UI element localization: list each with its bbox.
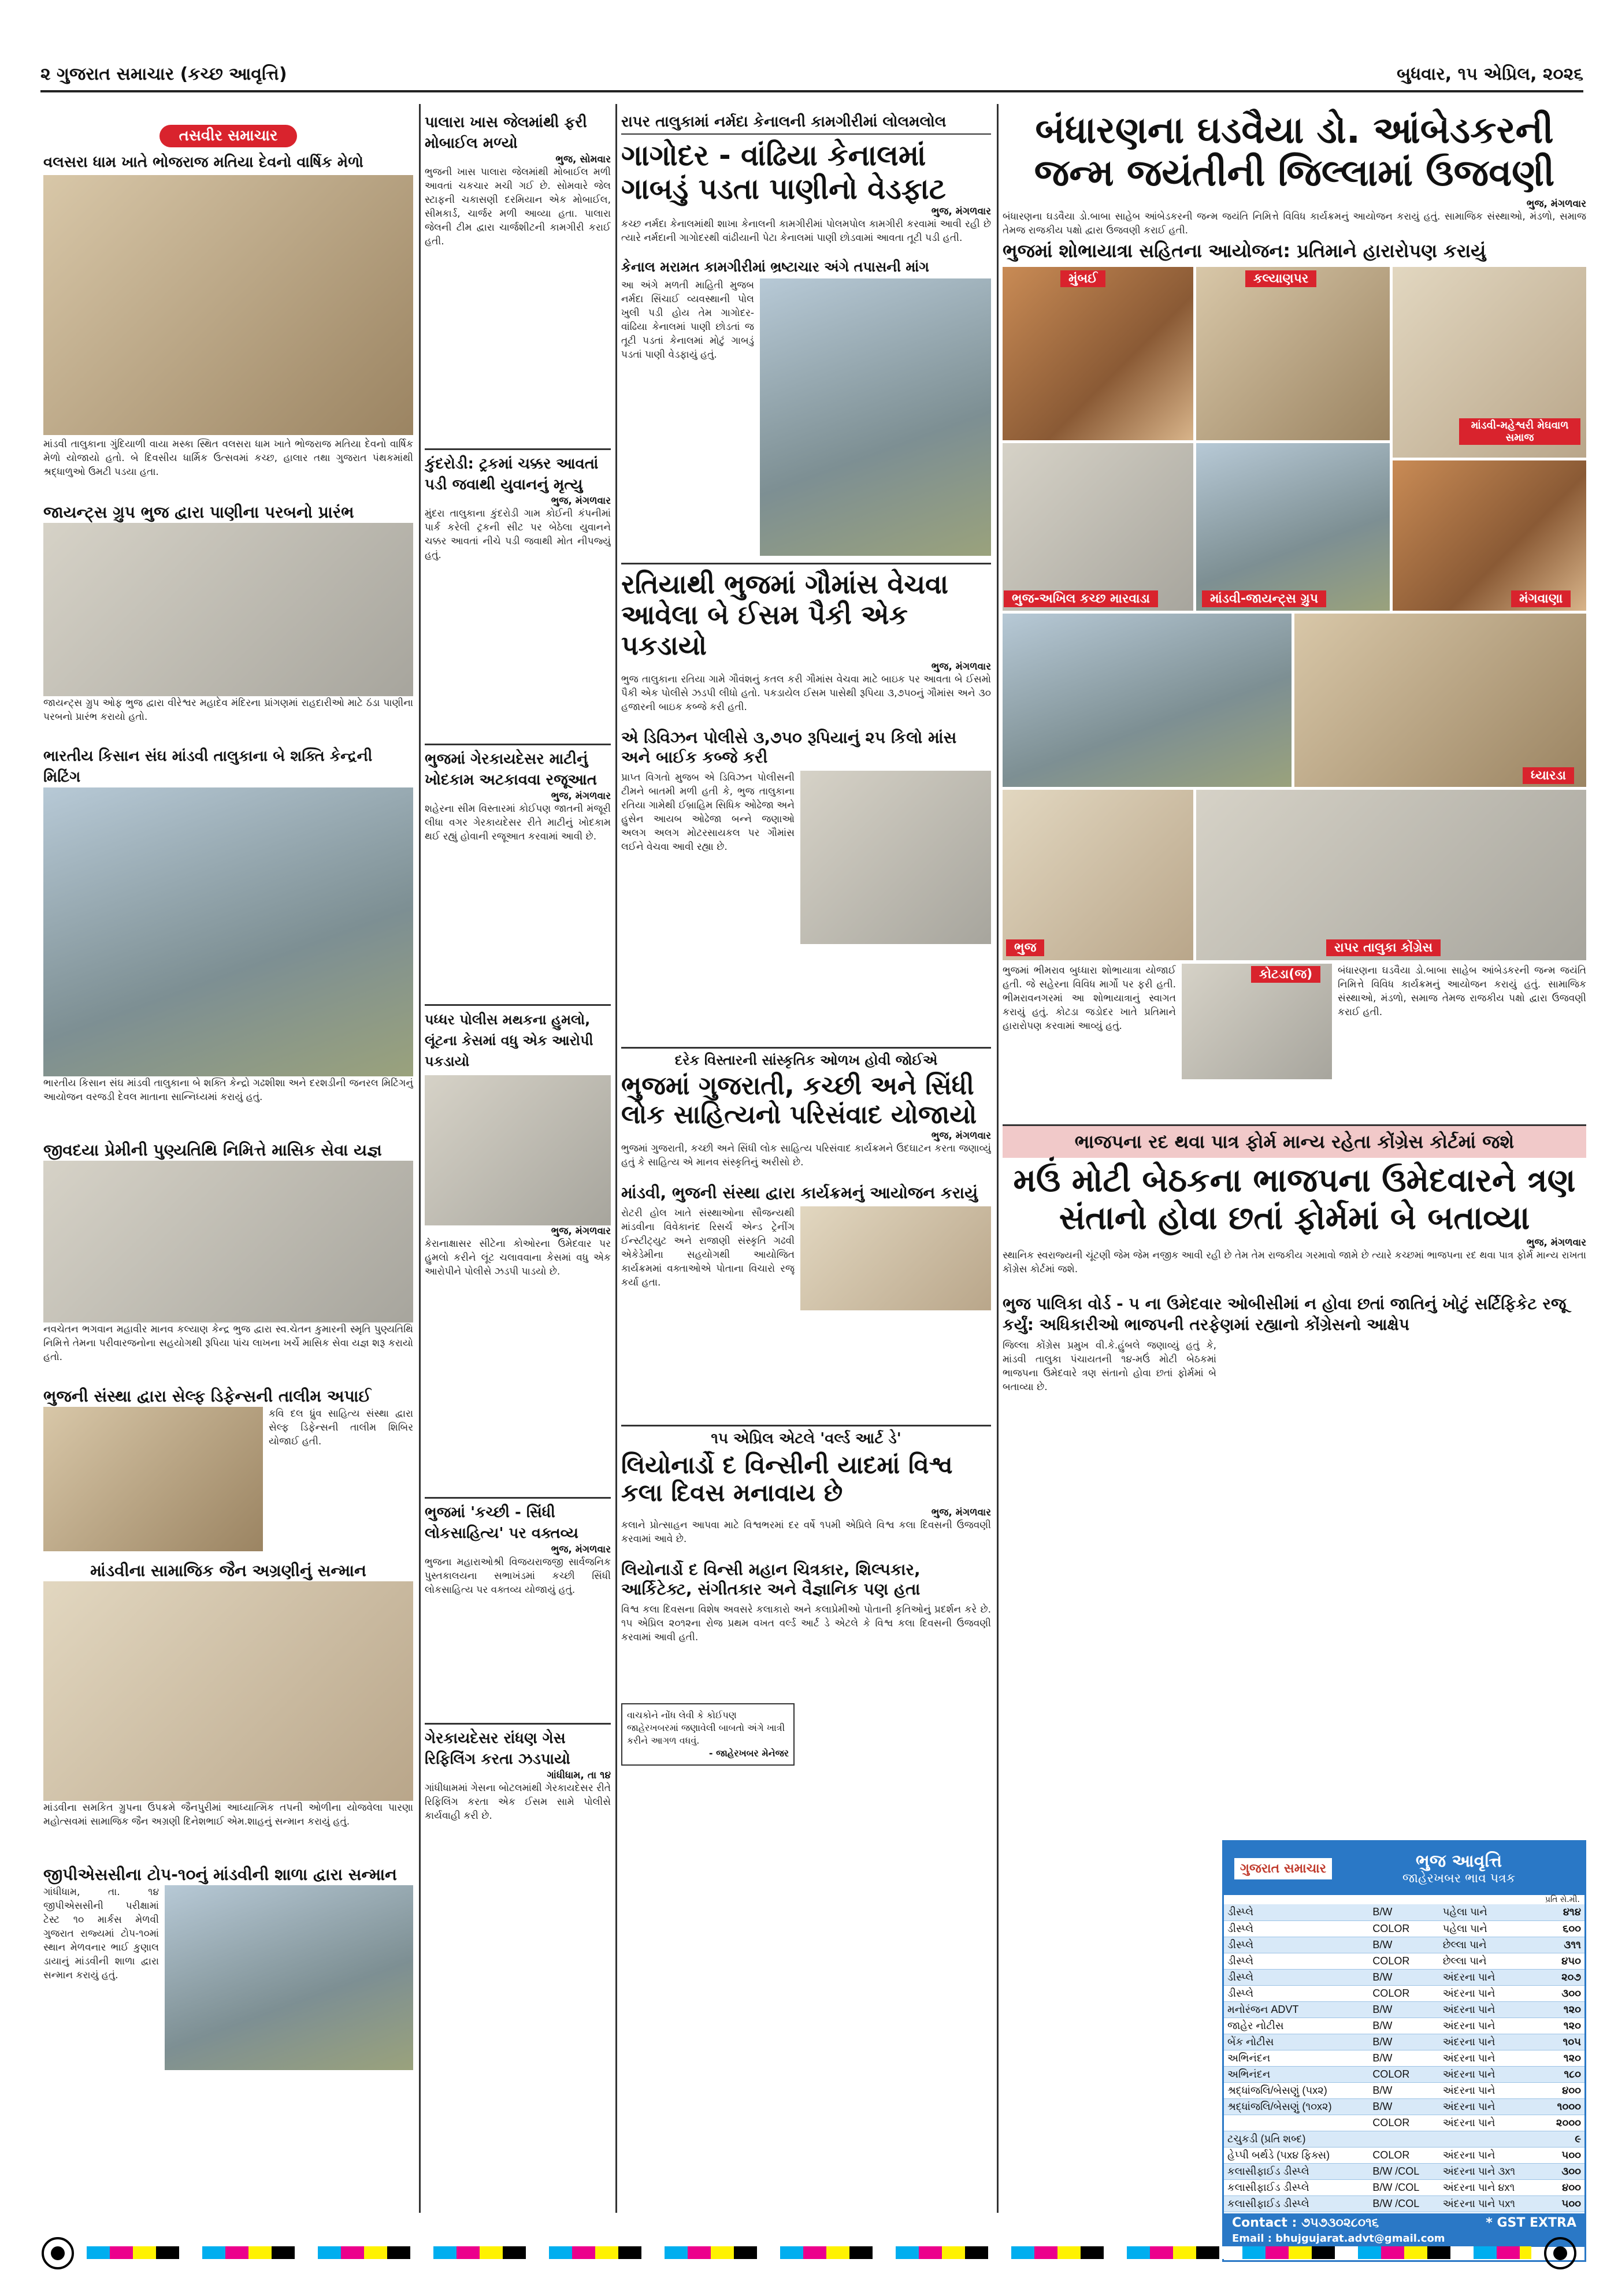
rate-price: ૩૧૧ bbox=[1543, 1937, 1584, 1953]
column-main-center bbox=[621, 104, 991, 2213]
photo-label: માંડવી-જાયન્ટ્સ ગ્રુપ bbox=[1202, 590, 1326, 607]
gst-note: * GST EXTRA bbox=[1486, 2215, 1576, 2230]
story-body: રોટરી હોલ ખાતે સંસ્થાઓના સૌજન્યથી માંડવીના વિવેકાનંદ રિસર્ચ એન્ડ ટ્રેનીંગ ઈન્સ્ટીટ્યુટ અને રાજાણી સંસ્કૃતિ ગઢવી એકેડેમીના સહયોગથી આયોજિત કાર્યક્રમમાં વક્તાઓએ પોતાના વિચારો રજૂ કર્યા હતા. bbox=[621, 1207, 795, 1288]
rate-price: ૩૦૦ bbox=[1543, 2163, 1584, 2179]
rate-mode: B/W bbox=[1369, 1904, 1439, 1920]
rate-row bbox=[1224, 2066, 1584, 2082]
story-headline: ભુજમાં 'કચ્છી - સિંધી લોકસાહિત્ય' પર વક્તવ્ય bbox=[425, 1497, 611, 1544]
photo-bhuj-marwada bbox=[1003, 443, 1193, 611]
headline-canal: ગાગોદર - વાંઢિયા કેનાલમાં ગાબડું પડતા પાણીનો વેડફાટ bbox=[621, 139, 946, 206]
dateline: ભુજ, મંગળવાર bbox=[1526, 198, 1586, 210]
rate-mode: B/W bbox=[1369, 2018, 1439, 2034]
rate-mode: B/W bbox=[1369, 1969, 1439, 1985]
rate-type: હેપ્પી બર્થડે (૫x૪ ફિક્સ) bbox=[1224, 2147, 1369, 2163]
story-body: નવચેતન ભગવાન મહાવીર માનવ કલ્યાણ કેન્દ્ર ભુજ દ્વારા સ્વ.ચેતન કુમારની સ્મૃતિ પુણ્યતિથિ નિમિત્તે તેમના પરીવારજનોના સહયોગથી રૂપિયા પાંચ લાખના ખર્ચે માસિક સેવા યજ્ઞ શરૂ કરાયો હતો. bbox=[43, 1324, 413, 1363]
rate-page: અંદરના પાને bbox=[1439, 2115, 1543, 2131]
rate-table bbox=[1224, 1904, 1584, 2212]
rate-price: ૪૦૦ bbox=[1543, 2179, 1584, 2195]
sub-headline: ભુજ પાલિકા વોર્ડ - ૫ ના ઉમેદવાર ઓબીસીમાં ન હોવા છતાં જાતિનું ખોટું સર્ટિફિકેટ રજૂ કર્યું: અધિકારીઓ ભાજપની તરફેણમાં રહ્યાનો કોંગ્રેસનો આક્ષેપ bbox=[1003, 1294, 1567, 1334]
photo-gpsc-honour bbox=[165, 1885, 413, 2070]
ad-rate-card bbox=[1222, 1840, 1586, 2262]
story-block bbox=[621, 1206, 991, 1420]
column-briefs bbox=[425, 104, 611, 2213]
rate-type: શ્રદ્ધાંજલિ/બેસણું (૫x૨) bbox=[1224, 2082, 1369, 2098]
story-lead: કલાને પ્રોત્સાહન આપવા માટે વિશ્વભરમાં દર વર્ષે ૧૫મી એપ્રિલે વિશ્વ કલા દિવસની ઉજવણી કરવામાં આવે છે. bbox=[621, 1519, 991, 1545]
story-body: આ અંગે મળતી માહિતી મુજબ નર્મદા સિંચાઈ વ્યવસ્થાની પોલ ખુલી પડી હોય તેમ ગાગોદર-વાંઢિયા કેનાલમાં પાણી છોડતાં જ તૂટી પડતાં કેનાલમાં મોટું ગાબડું પડતાં પાણી વેડફાયું હતું. bbox=[621, 280, 754, 361]
sub-headline: એ ડિવિઝન પોલીસે ૩,૭૫૦ રૂપિયાનું ૨૫ કિલો માંસ અને બાઈક કબ્જે કરી bbox=[621, 727, 957, 767]
rate-page: અંદરના પાને bbox=[1439, 2098, 1543, 2115]
rate-price: ૪૦૦ bbox=[1543, 2082, 1584, 2098]
rate-type: મનોરંજન ADVT bbox=[1224, 2001, 1369, 2018]
rate-mode: COLOR bbox=[1369, 2115, 1439, 2131]
rate-mode bbox=[1369, 2131, 1439, 2147]
photo-arrested-accused bbox=[425, 1075, 611, 1225]
story-body: બંધારણના ઘડવૈયા ડો.બાબા સાહેબ આંબેડકરની જન્મ જયંતિ નિમિત્તે વિવિધ કાર્યક્રમનું આયોજન કરાયું હતું. સામાજિક સંસ્થાઓ, મંડળો, સમાજ તેમજ રાજકીય પક્ષો દ્વારા ઉજવણી કરાઈ હતી. bbox=[1338, 965, 1586, 1019]
rate-row bbox=[1224, 2163, 1584, 2179]
rate-row bbox=[1224, 2018, 1584, 2034]
story-lead: ભુજ તાલુકાના રતિયા ગામે ગૌવંશનું કતલ કરી ગૌમાંસ વેચવા માટે બાઇક પર આવતા બે ઈસમો પૈકી એક પોલીસે ઝડપી લીધો હતો. પકડાયેલ ઈસમ પાસેથી રૂપિયા ૩,૭૫૦નું ગૌમાંસ અને ૩૦ હજારની બાઇક કબ્જે કરી હતી. bbox=[621, 673, 991, 713]
story-body: મુંદરા તાલુકાના કુંદરોડી ગામ કોઈની કંપનીમાં પાર્ક કરેલી ટ્રકની સીટ પર બેઠેલા યુવાનને ચક્કર આવતાં નીચે પડી જવાથી મોત નીપજ્યું હતું. bbox=[425, 508, 611, 561]
photo-jain-honour bbox=[43, 1581, 413, 1801]
rate-page: અંદરના પાને bbox=[1439, 2066, 1543, 2082]
story-body: કવિ દલ ધ્રુંવ સાહિત્ય સંસ્થા દ્વારા સેલ્ફ ડિફેન્સની તાલીમ શિબિર યોજાઈ હતી. bbox=[269, 1408, 413, 1447]
rate-row bbox=[1224, 2050, 1584, 2066]
photo-mumbai bbox=[1003, 267, 1193, 440]
story-body: જિલ્લા કોંગ્રેસ પ્રમુખ વી.કે.હુંબલે જણાવ્યું હતું કે, માંડવી તાલુકા પંચાયતની ૧૪-મઉં મોટી બેઠકમાં ભાજપના ઉમેદવારે ત્રણ સંતાનો હોવા છતાં ફોર્મમાં બે બતાવ્યા છે. bbox=[1003, 1339, 1216, 1393]
story-headline: જીવદયા પ્રેમીની પુણ્યતિથિ નિમિત્તે માસિક સેવા યજ્ઞ bbox=[43, 1140, 382, 1160]
dateline: ભુજ, મંગળવાર bbox=[551, 495, 611, 507]
photo-self-defence bbox=[43, 1407, 263, 1551]
headline-art-day: લિયોનાર્ડો દ વિન્સીની યાદમાં વિશ્વ કલા દિવસ મનાવાય છે bbox=[621, 1450, 953, 1507]
sub-headline: માંડવી, ભુજની સંસ્થા દ્વારા કાર્યક્રમનું આયોજન કરાયું bbox=[621, 1183, 978, 1202]
story-body: જાયન્ટ્સ ગ્રુપ ઓફ ભુજ દ્વારા વીરેશ્વર મહાદેવ મંદિરના પ્રાંગણમાં રાહદારીઓ માટે ઠંડા પાણીના પરબનો પ્રારંભ કરાયો હતો. bbox=[43, 697, 413, 723]
section-header bbox=[43, 125, 413, 147]
headline-literature: ભુજમાં ગુજરાતી, કચ્છી અને સિંધી લોક સાહિત્યનો પરિસંવાદ યોજાયો bbox=[621, 1071, 977, 1130]
rate-type: ડીસ્પ્લે bbox=[1224, 1969, 1369, 1985]
dateline: ભુજ, મંગળવાર bbox=[931, 660, 991, 673]
rate-mode: B/W bbox=[1369, 2098, 1439, 2115]
rate-price: ૪૫૦ bbox=[1543, 1953, 1584, 1969]
photo-canal-breach bbox=[760, 278, 991, 556]
rate-row bbox=[1224, 2098, 1584, 2115]
story-body: કેરાનાક્ષાસર સીટેના કોઓરના ઉમેદવાર પર હુમલો કરીને લૂંટ ચલાવવાના કેસમાં વધુ એક આરોપીને પોલીસે ઝડપી પાડયો છે. bbox=[425, 1238, 611, 1277]
rate-page: અંદરના પાને ૪x૧ bbox=[1439, 2179, 1543, 2195]
rate-mode: COLOR bbox=[1369, 2147, 1439, 2163]
rate-type: ડીસ્પ્લે bbox=[1224, 1937, 1369, 1953]
dateline: ભુજ, મંગળવાર bbox=[931, 206, 991, 217]
dateline: ભુજ, મંગળવાર bbox=[1526, 1236, 1586, 1249]
rate-type: કલાસીફાઈડ ડીસ્પ્લે bbox=[1224, 2195, 1369, 2212]
story-headline: કુંદરોડી: ટ્રકમાં ચક્કર આવતાં પડી જવાથી યુવાનનું મૃત્યુ bbox=[425, 448, 611, 495]
rate-price: ૫૦૦ bbox=[1543, 2195, 1584, 2212]
notice-text: વાચકોને નોંધ લેવી કે કોઈપણ જાહેરખબરમાં જણાવેલી બાબતો અંગે ખાત્રી કરીને આગળ વધવું. bbox=[627, 1710, 785, 1747]
rate-mode: COLOR bbox=[1369, 1920, 1439, 1937]
rate-card-unit: પ્રતિ સે.મી. bbox=[1545, 1895, 1580, 1904]
photo-label: કોટડા(જ) bbox=[1251, 966, 1320, 983]
rate-row bbox=[1224, 2147, 1584, 2163]
rate-row bbox=[1224, 2195, 1584, 2212]
rate-card-titles bbox=[1344, 1851, 1574, 1886]
rate-card-logo: ગુજરાત સમાચાર bbox=[1234, 1858, 1332, 1879]
rate-page: અંદરના પાને bbox=[1439, 1969, 1543, 1985]
rate-price: ૬૦૦ bbox=[1543, 1920, 1584, 1937]
rate-row bbox=[1224, 1969, 1584, 1985]
rate-type: શ્રદ્ધાંજલિ/બેસણું (૧૦x૨) bbox=[1224, 2098, 1369, 2115]
rate-type: કલાસીફાઈડ ડીસ્પ્લે bbox=[1224, 2179, 1369, 2195]
rate-row bbox=[1224, 2115, 1584, 2131]
issue-date: બુધવાર, ૧૫ એપ્રિલ, ૨૦૨૬ bbox=[1397, 64, 1583, 84]
rate-page: અંદરના પાને bbox=[1439, 2018, 1543, 2034]
rate-page: અંદરના પાને bbox=[1439, 2050, 1543, 2066]
reader-notice bbox=[621, 1703, 795, 1766]
rate-mode: B/W /COL bbox=[1369, 2163, 1439, 2179]
rate-mode: B/W bbox=[1369, 2001, 1439, 2018]
contact-email: Email : bhujgujarat.advt@gmail.com bbox=[1224, 2232, 1584, 2247]
story-headline: ભુજની સંસ્થા દ્વારા સેલ્ફ ડિફેન્સની તાલીમ અપાઈ bbox=[43, 1387, 372, 1406]
story-body: પ્રાપ્ત વિગતો મુજબ એ ડિવિઝન પોલીસની ટીમને બાતમી મળી હતી કે, ભુજ તાલુકાના રતિયા ગામેથી ઈબ્રાહિમ સિધિક ઓઢેજા અને હુસેન આયબ ઓઢેજા બન્ને જણાઓ અલગ અલગ મોટરસાયકલ પર ગૌમાંસ લઈને વેચવા આવી રહ્યા છે. bbox=[621, 771, 795, 853]
rate-row bbox=[1224, 2131, 1584, 2147]
rate-mode: B/W bbox=[1369, 2034, 1439, 2050]
rate-page: અંદરના પાને bbox=[1439, 2001, 1543, 2018]
registration-mark bbox=[1543, 2236, 1578, 2271]
rate-page: અંદરના પાને ૫x૧ bbox=[1439, 2195, 1543, 2212]
rate-price: ૧૦૦૦ bbox=[1543, 2098, 1584, 2115]
rate-mode: COLOR bbox=[1369, 2066, 1439, 2082]
photo-label: ધ્યારડા bbox=[1523, 767, 1574, 784]
photo-rally-1 bbox=[1003, 614, 1292, 787]
story-lead: કચ્છ નર્મદા કેનાલમાંથી શાખા કેનાલની કામગીરીમાં પોલમપોલ કામગીરી કરવામાં આવી રહી છે ત્યારે નર્મદાની ગાગોદરથી વાંઢીયાની પેટા કેનાલમાં પાણી છોડવામાં આવતા તૂટી પડી હતી. bbox=[621, 218, 991, 244]
rate-price: ૫૦૦ bbox=[1543, 2147, 1584, 2163]
registration-mark bbox=[40, 2236, 75, 2271]
photo-label: માંડવી-મહેશ્વરી મેઘવાળ સમાજ bbox=[1459, 418, 1580, 445]
story-headline: જીપીએસસીના ટોપ-૧૦નું માંડવીની શાળા દ્વારા સન્માન bbox=[43, 1865, 397, 1884]
rate-mode: COLOR bbox=[1369, 1985, 1439, 2001]
rate-price: ૨૦૭ bbox=[1543, 1969, 1584, 1985]
headline-ambedkar: બંધારણના ઘડવૈયા ડો. આંબેડકરની જન્મ જયંતીની જિલ્લામાં ઉજવણી bbox=[1034, 109, 1555, 195]
rate-card-header bbox=[1224, 1842, 1584, 1895]
dateline: ભુજ, મંગળવાર bbox=[551, 790, 611, 802]
story-body: ભુજના મહારાઓશ્રી વિજયરાજજી સાર્વજનિક પુસ્તકાલયના સભાખંડમાં કચ્છી સિંધી લોકસાહિત્ય પર વક્તવ્ય યોજાયું હતું. bbox=[425, 1556, 611, 1596]
masthead: ૨ ગુજરાત સમાચાર (કચ્છ આવૃત્તિ) bbox=[40, 64, 287, 84]
rate-price: ૧૮૦ bbox=[1543, 2066, 1584, 2082]
story-block bbox=[621, 771, 991, 1042]
photo-kotda-frame bbox=[1182, 964, 1332, 1079]
rate-row bbox=[1224, 2082, 1584, 2098]
rate-row bbox=[1224, 1985, 1584, 2001]
story-lead: બંધારણના ઘડવૈયા ડો.બાબા સાહેબ આંબેડકરની જન્મ જયંતિ નિમિત્તે વિવિધ કાર્યક્રમનું આયોજન કરાયું હતું. સામાજિક સંસ્થાઓ, મંડળો, સમાજ તેમજ રાજકીય પક્ષો દ્વારા ઉજવણી કરાઈ હતી. bbox=[1003, 211, 1586, 237]
rate-page bbox=[1439, 2131, 1543, 2147]
rate-type: ડીસ્પ્લે bbox=[1224, 1985, 1369, 2001]
story-body: ગાંધીધામ, તા. ૧૪ જીપીએસસીની પરીક્ષામાં ટેસ્ટ ૧૦ માર્કસ મેળવી ગુજરાત રાજ્યમાં ટોપ-૧૦માં સ્થાન મેળવનાર ભાઈ કુણાલ ડાયાનું માંડવીની શાળા દ્વારા સન્માન કરાયું હતું. bbox=[43, 1886, 159, 1981]
photo-literature-event bbox=[800, 1206, 991, 1310]
rate-page: અંદરના પાને ૩x૧ bbox=[1439, 2163, 1543, 2179]
story-block bbox=[621, 278, 991, 556]
story-headline: ગેરકાયદેસર રાંધણ ગેસ રિફિલિંગ કરતા ઝડપાયો bbox=[425, 1723, 611, 1770]
dateline: ગાંધીધામ, તા ૧૪ bbox=[547, 1770, 611, 1781]
story-headline: જાયન્ટ્સ ગ્રુપ ભુજ દ્વારા પાણીના પરબનો પ્રારંભ bbox=[43, 503, 354, 522]
column-rule bbox=[997, 104, 999, 2213]
photo-bhuj-statue bbox=[1003, 790, 1193, 960]
rate-page: અંદરના પાને bbox=[1439, 2082, 1543, 2098]
rate-type bbox=[1224, 2115, 1369, 2131]
story-headline: પધ્ધર પોલીસ મથકના હુમલો, લૂંટના કેસમાં વધુ એક આરોપી પકડાયો bbox=[425, 1004, 611, 1072]
rate-row bbox=[1224, 2179, 1584, 2195]
story-body: વિશ્વ કલા દિવસના વિશેષ અવસરે કલાકારો અને કલાપ્રેમીઓ પોતાની કૃતિઓનું પ્રદર્શન કરે છે. ૧૫ એપ્રિલ ૨૦૧૨ના રોજ પ્રથમ વખત વર્લ્ડ આર્ટ ડે એટલે કે વિશ્વ કલા દિવસની ઉજવણી કરવામાં આવી હતી. bbox=[621, 1604, 991, 1644]
rate-type: જાહેર નોટીસ bbox=[1224, 2018, 1369, 2034]
photo-label: રાપર તાલુકા કોંગ્રેસ bbox=[1326, 939, 1441, 956]
story-headline: માંડવીના સામાજિક જૈન અગ્રણીનું સન્માન bbox=[90, 1561, 366, 1580]
rate-type: કલાસીફાઈડ ડીસ્પ્લે bbox=[1224, 2163, 1369, 2179]
rate-price: ૧૨૦ bbox=[1543, 2001, 1584, 2018]
dateline: ભુજ, સોમવાર bbox=[555, 154, 611, 165]
rate-mode: COLOR bbox=[1369, 1953, 1439, 1969]
sub-headline: લિયોનાર્ડો દ વિન્સી મહાન ચિત્રકાર, શિલ્પકાર, આર્કિટેક્ટ, સંગીતકાર અને વૈજ્ઞાનિક પણ હતા bbox=[621, 1560, 921, 1599]
rate-page: છેલ્લા પાને bbox=[1439, 1953, 1543, 1969]
story-body: શહેરના સીમ વિસ્તારમાં કોઈપણ જાતની મંજૂરી લીધા વગર ગેરકાયદેસર રીતે માટીનું ખોદકામ થઈ રહ્યું હોવાની રજૂઆત કરવામાં આવી છે. bbox=[425, 803, 611, 842]
rate-mode: B/W bbox=[1369, 2082, 1439, 2098]
rate-page: અંદરના પાને bbox=[1439, 1985, 1543, 2001]
rate-type: ડીસ્પ્લે bbox=[1224, 1920, 1369, 1937]
kicker: રાપર તાલુકામાં નર્મદા કેનાલની કામગીરીમાં લોલમલોલ bbox=[621, 113, 991, 135]
kicker-congress: ભાજપના રદ થવા પાત્ર ફોર્મ માન્ય રહેતા કોંગ્રેસ કોર્ટમાં જશે bbox=[1003, 1124, 1586, 1158]
story-headline: ભુજમાં ગેરકાયદેસર માટીનું ખોદકામ અટકાવવા રજૂઆત bbox=[425, 744, 611, 790]
rate-page: છેલ્લા પાને bbox=[1439, 1937, 1543, 1953]
story-body: માંડવી તાલુકાના ગુંદિયાળી વાયા મસ્કા સ્થિત વલસરા ધામ ખાતે ભોજરાજ મતિયા દેવનો વાર્ષિક મેળો યોજાયો હતો. બે દિવસીય ધાર્મિક ઉત્સવમાં કચ્છ, હાલાર તથા ગુજરાત પંથકમાંથી શ્રદ્ધાળુઓ ઉમટી પડયા હતા. bbox=[43, 439, 413, 478]
headline-beef: રતિયાથી ભુજમાં ગૌમાંસ વેચવા આવેલા બે ઈસમ પૈકી એક પકડાયો bbox=[621, 563, 991, 661]
photo-label: મુંબઈ bbox=[1060, 270, 1105, 287]
story-headline: વલસરા ધામ ખાતે ભોજરાજ મતિયા દેવનો વાર્ષિક મેળો bbox=[43, 154, 363, 171]
photo-water-stall bbox=[43, 523, 413, 696]
rate-page: પહેલા પાને bbox=[1439, 1920, 1543, 1937]
rate-row bbox=[1224, 1920, 1584, 1937]
rate-card-title: ભુજ આવૃત્તિ bbox=[1415, 1851, 1502, 1871]
dateline: ભુજ, મંગળવાર bbox=[551, 1544, 611, 1555]
rate-mode: B/W bbox=[1369, 1937, 1439, 1953]
rate-page: પહેલા પાને bbox=[1439, 1904, 1543, 1920]
rate-card-subtitle: જાહેરખબર ભાવ પત્રક bbox=[1402, 1871, 1516, 1886]
dateline: ભુજ, મંગળવાર bbox=[931, 1130, 991, 1142]
story-headline: ભારતીય કિસાન સંઘ માંડવી તાલુકાના બે શક્તિ કેન્દ્રની મિટિંગ bbox=[43, 748, 373, 786]
story-block bbox=[1003, 964, 1586, 1120]
story-lead: સ્થાનિક સ્વરાજ્યની ચૂંટણી જેમ જેમ નજીક આવી રહી છે તેમ તેમ રાજકીય ગરમાવો જામે છે ત્યારે કચ્છમાં ભાજપના રદ થવા પાત્ર ફોર્મ માન્ય રાખતા કોંગ્રેસ કોર્ટમાં જશે. bbox=[1003, 1249, 1586, 1275]
rate-price: ૧૨૦ bbox=[1543, 2050, 1584, 2066]
rate-price: ૪૧૪ bbox=[1543, 1904, 1584, 1920]
rate-page: અંદરના પાને bbox=[1439, 2147, 1543, 2163]
rate-price: ૩૦૦ bbox=[1543, 1985, 1584, 2001]
rate-row bbox=[1224, 1953, 1584, 1969]
rate-mode: B/W bbox=[1369, 2050, 1439, 2066]
photo-rapar-congress bbox=[1196, 790, 1586, 960]
rate-row bbox=[1224, 1937, 1584, 1953]
kicker: ૧૫ એપ્રિલ એટલે 'વર્લ્ડ આર્ટ ડે' bbox=[621, 1425, 991, 1448]
photo-label: મંગવાણા bbox=[1511, 590, 1571, 607]
sub-headline: કેનાલ મરામત કામગીરીમાં ભ્રષ્ટાચાર અંગે તપાસની માંગ bbox=[621, 259, 929, 275]
story-block bbox=[43, 1407, 413, 1551]
kicker: દરેક વિસ્તારની સાંસ્કૃતિક ઓળખ હોવી જોઈએ bbox=[621, 1047, 991, 1068]
photo-collage bbox=[1003, 267, 1586, 960]
rate-type: બેંક નોટીસ bbox=[1224, 2034, 1369, 2050]
rate-price: ૯ bbox=[1543, 2131, 1584, 2147]
rate-price: ૧૨૦ bbox=[1543, 2018, 1584, 2034]
column-rule bbox=[419, 104, 421, 2213]
rate-mode: B/W /COL bbox=[1369, 2179, 1439, 2195]
photo-mandvi-giants bbox=[1196, 443, 1390, 611]
rate-row bbox=[1224, 1904, 1584, 1920]
photo-label: ભુજ-અખિલ કચ્છ મારવાડા bbox=[1004, 590, 1158, 607]
rate-card-footer bbox=[1224, 2213, 1584, 2232]
story-body: ભુજની ખાસ પાલારા જેલમાંથી મોબાઈલ મળી આવતાં ચકચાર મચી ગઈ છે. સોમવારે જેલ સ્ટાફની ચકાસણી દરમિયાન એક મોબાઈલ, સીમકાર્ડ, ચાર્જર મળી આવ્યા હતા. પાલારા જેલની ટીમ દ્વારા ચાર્જશીટની કામગીરી કરાઈ હતી. bbox=[425, 166, 611, 247]
story-body: માંડવીના સમકિત ગ્રુપના ઉપક્રમે જૈનપુરીમાં આધ્યાત્મિક તપની ઓળીના યોજવેલા પારણા મહોત્સવમાં સામાજિક જૈન અગ્રણી દિનેશભાઈ એમ.શાહનું સન્માન કરાયું હતું. bbox=[43, 1802, 413, 1827]
rate-price: ૧૦૫ bbox=[1543, 2034, 1584, 2050]
dateline: ભુજ, મંગળવાર bbox=[551, 1225, 611, 1237]
photo-label: કલ્યાણપર bbox=[1245, 270, 1316, 287]
rate-row bbox=[1224, 2034, 1584, 2050]
photo-mangvana bbox=[1393, 460, 1586, 611]
story-block bbox=[43, 1885, 413, 2070]
notice-signature: - જાહેરખબર મેનેજર bbox=[708, 1748, 789, 1759]
rate-price: ૨૦૦૦ bbox=[1543, 2115, 1584, 2131]
story-headline: પાલારા ખાસ જેલમાંથી ફરી મોબાઈલ મળ્યો bbox=[425, 114, 587, 152]
rate-type: અભિનંદન bbox=[1224, 2066, 1369, 2082]
section-label: તસવીર સમાચાર bbox=[159, 125, 298, 147]
column-rule bbox=[615, 104, 617, 2213]
photo-kisan-meeting bbox=[43, 787, 413, 1076]
photo-seva-yajna bbox=[43, 1161, 413, 1322]
contact-number: Contact : ૭૫૭૩૦૨૮૦૧૬ bbox=[1232, 2215, 1379, 2230]
color-bar bbox=[87, 2246, 1531, 2259]
story-body: ગાંધીધામમાં ગેસના બોટલમાંથી ગેરકાયદેસર રીતે રિફિલિંગ કરતા એક ઈસમ સામે પોલીસે કાર્યવાહી કરી છે. bbox=[425, 1782, 611, 1822]
rate-type: ડીસ્પ્લે bbox=[1224, 1953, 1369, 1969]
sub-headline: ભુજમાં શોભાયાત્રા સહિતના આયોજન: પ્રતિમાને હારારોપણ કરાયું bbox=[1003, 240, 1486, 262]
photo-label: ભુજ bbox=[1006, 939, 1044, 956]
story-body: ભારતીય કિસાન સંઘ માંડવી તાલુકાના બે શક્તિ કેન્દ્રો ગઢશીશા અને દરશડીની જનરલ મિટિંગનું આયોજન વરજડી દેવલ માતાના સાન્નિધ્યમાં કરાયું હતું. bbox=[43, 1078, 413, 1103]
column-photo-news bbox=[43, 104, 413, 2213]
photo-kalyanpar bbox=[1196, 267, 1390, 440]
headline-mau-seat: મઉં મોટી બેઠકના ભાજપના ઉમેદવારને ત્રણ સંતાનો હોવા છતાં ફોર્મમાં બે બતાવ્યા bbox=[1013, 1162, 1576, 1237]
photo-temple-fair bbox=[43, 175, 413, 435]
dateline: ભુજ, મંગળવાર bbox=[931, 1507, 991, 1519]
story-lead: ભુજમાં ગુજરાતી, કચ્છી અને સિંધી લોક સાહિત્ય પરિસંવાદ કાર્યક્રમને ઉદઘાટન કરતા જણાવ્યું હતું કે સાહિત્ય એ માનવ સંસ્કૃતિનું અરીસો છે. bbox=[621, 1142, 991, 1168]
rate-type: અભિનંદન bbox=[1224, 2050, 1369, 2066]
rate-row bbox=[1224, 2001, 1584, 2018]
rate-mode: B/W /COL bbox=[1369, 2195, 1439, 2212]
story-body: ભુજમાં ભીમરાવ બુધ્ધારા શોભાયાત્રા યોજાઈ હતી. જે સહેરના વિવિધ માર્ગો પર ફરી હતી. ભીમરાવનગરમાં આ શોભાયાત્રાનું સ્વાગત કરાયું હતું. કોટડા જડોદર ખાતે પ્રતિમાને હારારોપણ કરવામાં આવ્યું હતું. bbox=[1003, 965, 1176, 1032]
rate-type: ડીસ્પ્લે bbox=[1224, 1904, 1369, 1920]
photo-rally-2 bbox=[1294, 614, 1586, 787]
rate-page: અંદરના પાને bbox=[1439, 2034, 1543, 2050]
photo-police-seizure bbox=[800, 771, 991, 944]
page-header bbox=[40, 58, 1583, 92]
rate-type: ટચુકડી (પ્રતિ શબ્દ) bbox=[1224, 2131, 1369, 2147]
